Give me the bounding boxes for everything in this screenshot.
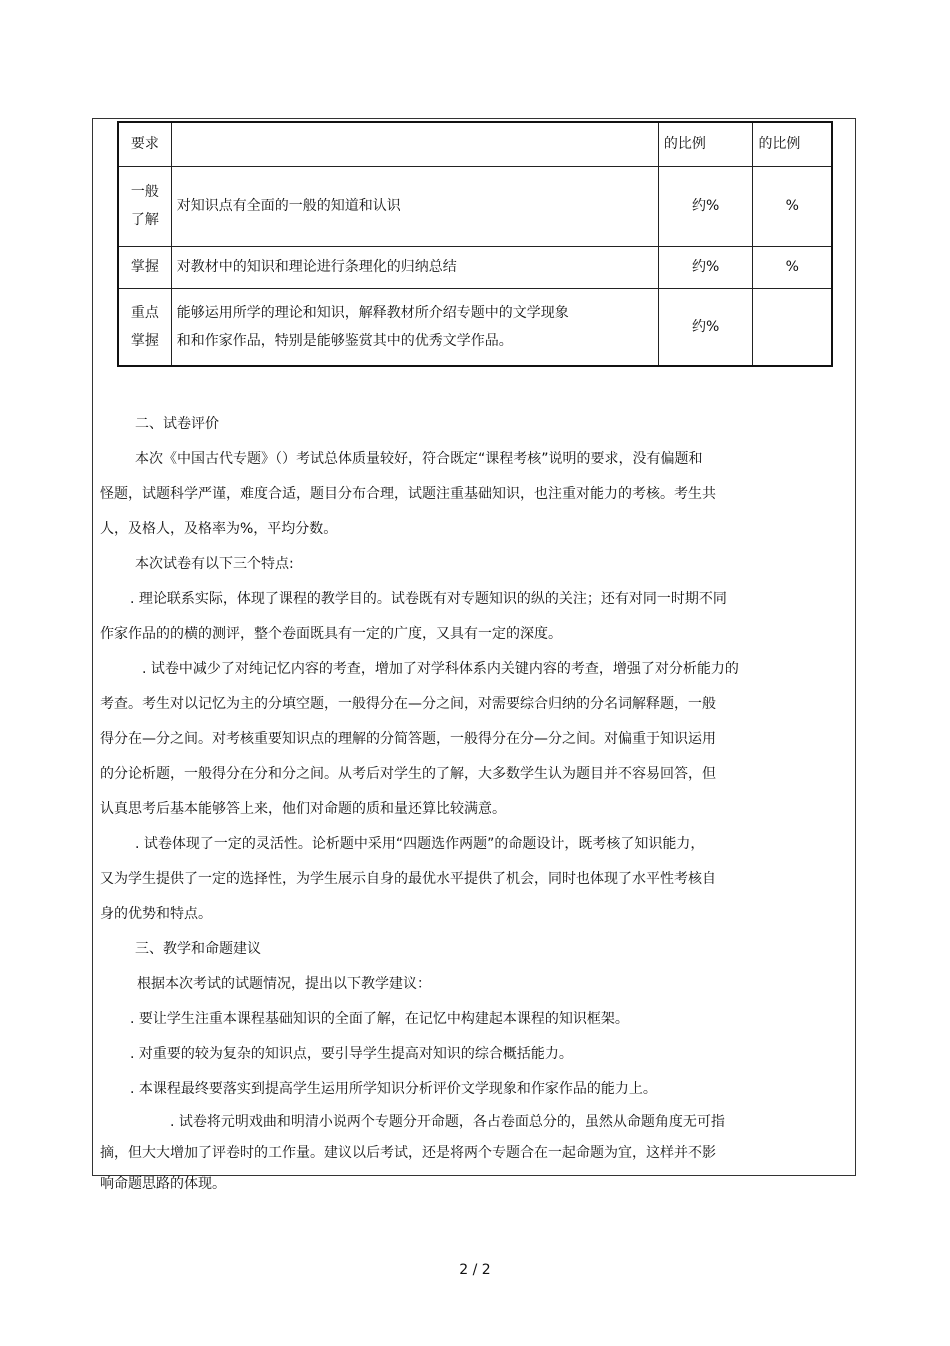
level-cell [118,166,171,246]
section-heading: 三、教学和命题建议 [135,941,261,957]
level-text: 掌握 [130,259,159,275]
ratio-cell: 约% [658,246,753,288]
desc-text: 对教材中的知识和理论进行条理化的归纳总结 [176,259,457,275]
paragraph-line: 身的优势和特点。 [100,906,212,922]
ratio-cell: 约% [658,288,753,366]
paragraph-line: 本次《中国古代专题》（）考试总体质量较好，符合既定“课程考核”说明的要求，没有偏题和 [135,451,703,467]
paragraph-line: . 对重要的较为复杂的知识点，要引导学生提高对知识的综合概括能力。 [130,1046,573,1062]
paragraph-line: 根据本次考试的试题情况，提出以下教学建议： [137,976,431,992]
level-cell [118,246,171,288]
desc-cell [171,166,658,246]
ratio-cell: % [753,166,832,246]
desc-text: 和和作家作品，特别是能够鉴赏其中的优秀文学作品。 [176,332,513,349]
paragraph-line: . 试卷中减少了对纯记忆内容的考查，增加了对学科体系内关键内容的考查，增强了对分析能力的 [142,661,739,677]
paragraph-line: . 试卷将元明戏曲和明清小说两个专题分开命题，各占卷面总分的，虽然从命题角度无可指 [170,1114,725,1130]
ratio-cell: % [753,246,832,288]
level-text: 了解 [130,212,159,228]
table-header-row [118,122,832,166]
ratio-cell: 约% [658,166,753,246]
page-number: 2 / 2 [459,1262,491,1278]
desc-cell [171,246,658,288]
table-row [118,166,832,246]
requirements-table [117,121,833,367]
header-cell [171,122,658,166]
header-cell: 的比例 [753,122,832,166]
document-body [100,407,780,1200]
table-row [118,246,832,288]
desc-text: 对知识点有全面的一般的知道和认识 [176,198,401,214]
paragraph-line: 摘，但大大增加了评卷时的工作量。建议以后考试，还是将两个专题合在一起命题为宜，这样并不影 [100,1145,716,1161]
ratio-cell [753,288,832,366]
paragraph-line: . 试卷体现了一定的灵活性。论析题中采用“四题选作两题”的命题设计，既考核了知识能力， [135,836,705,852]
table-row [118,288,832,366]
level-cell [118,288,171,366]
section-heading: 二、试卷评价 [135,416,219,432]
paragraph-line: 人，及格人，及格率为%，平均分数。 [100,521,338,537]
header-cell: 的比例 [658,122,753,166]
level-text: 一般 [130,184,159,200]
paragraph-line: 作家作品的的横的测评，整个卷面既具有一定的广度，又具有一定的深度。 [100,626,562,642]
paragraph-line: 考查。考生对以记忆为主的分填空题，一般得分在—分之间，对需要综合归纳的分名词解释题，一般 [100,696,716,712]
paragraph-line: 本次试卷有以下三个特点: [135,556,294,572]
header-cell: 要求 [118,122,171,166]
paragraph-line: 认真思考后基本能够答上来，他们对命题的质和量还算比较满意。 [100,801,506,817]
paragraph-line: 得分在—分之间。对考核重要知识点的理解的分简答题，一般得分在分—分之间。对偏重于知识运用 [100,731,716,747]
paragraph-line: . 本课程最终要落实到提高学生运用所学知识分析评价文学现象和作家作品的能力上。 [130,1081,657,1097]
paragraph-line: . 要让学生注重本课程基础知识的全面了解，在记忆中构建起本课程的知识框架。 [130,1011,629,1027]
level-text: 掌握 [130,332,159,349]
level-text: 重点 [130,304,159,321]
paragraph-line: 的分论析题，一般得分在分和分之间。从考后对学生的了解，大多数学生认为题目并不容易回答，但 [100,766,716,782]
desc-text: 能够运用所学的理论和知识，解释教材所介绍专题中的文学现象 [176,304,569,321]
paragraph-line: . 理论联系实际，体现了课程的教学目的。试卷既有对专题知识的纵的关注；还有对同一时期不同 [130,591,727,607]
desc-cell [171,288,658,366]
paragraph-line: 又为学生提供了一定的选择性，为学生展示自身的最优水平提供了机会，同时也体现了水平性考核自 [100,871,716,887]
paragraph-line: 响命题思路的体现。 [100,1176,226,1192]
paragraph-line: 怪题，试题科学严谨，难度合适，题目分布合理，试题注重基础知识，也注重对能力的考核。考生共 [100,486,716,502]
